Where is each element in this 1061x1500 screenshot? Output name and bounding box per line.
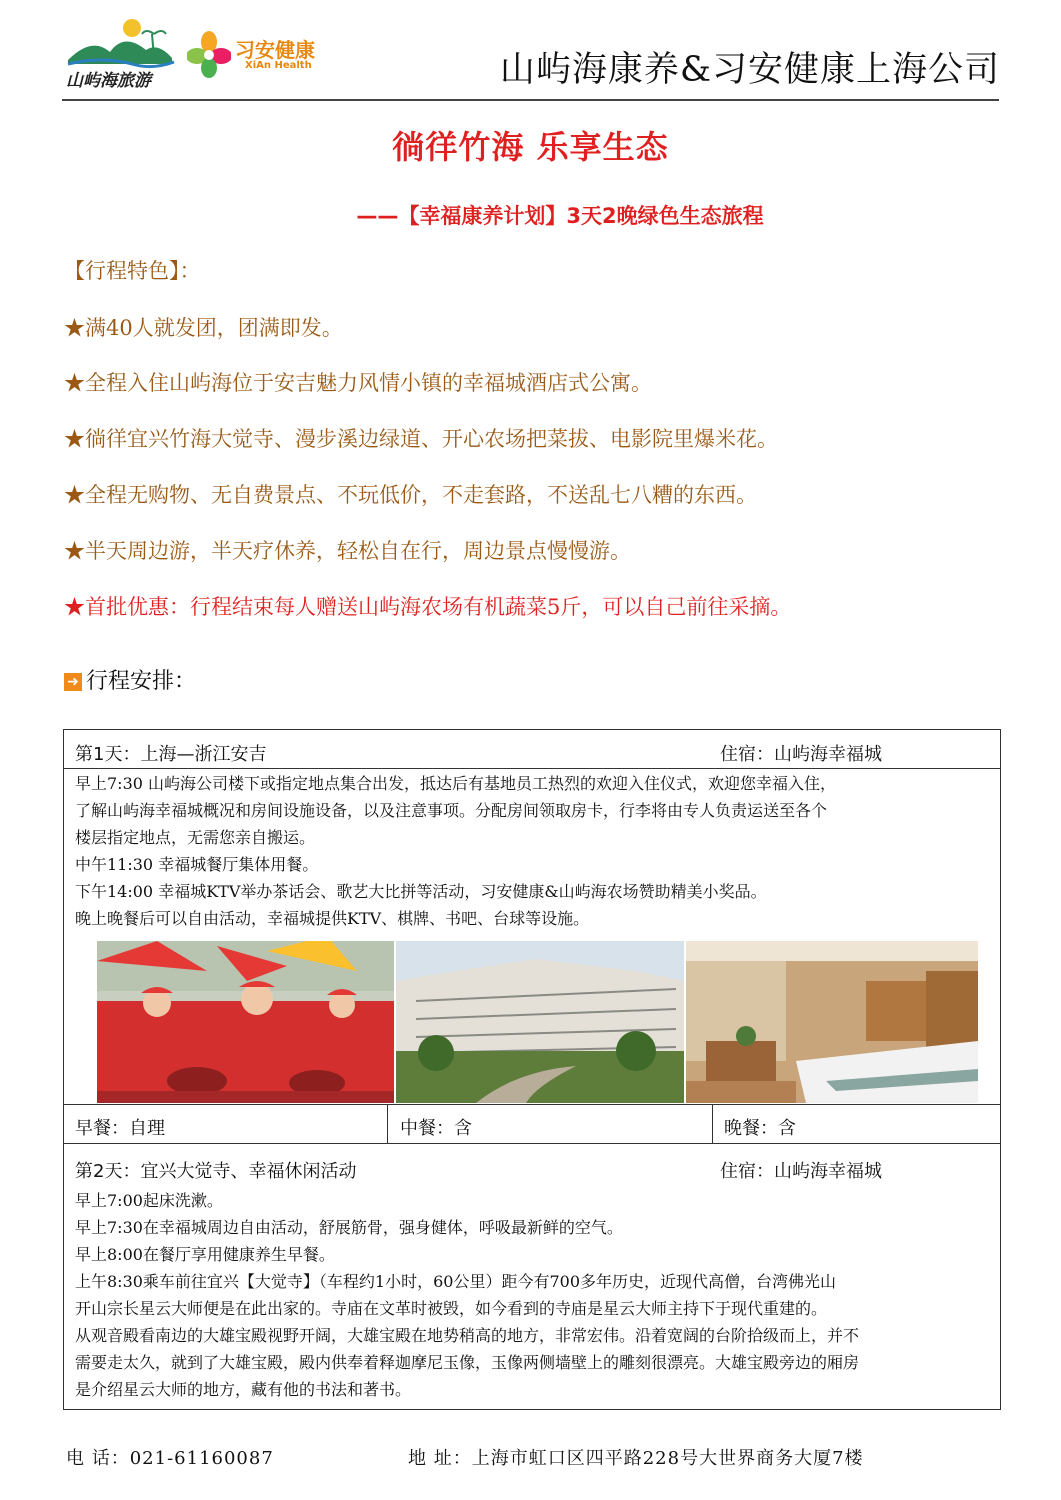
shanyuhai-travel-logo (62, 14, 182, 91)
day2-line: 上午8:30乘车前往宜兴【大觉寺】（车程约1小时，60公里）距今有700多年历史，近现代高僧，台湾佛光山 (75, 1272, 837, 1291)
day1-text (75, 770, 995, 932)
arrow-right-icon: ➜ (64, 673, 82, 691)
day1-line: 晚上晚餐后可以自由活动，幸福城提供KTV、棋牌、书吧、台球等设施。 (75, 909, 590, 928)
logo1-label: 山屿海旅游 (66, 71, 151, 91)
feature-item: ★徜徉宜兴竹海大觉寺、漫步溪边绿道、开心农场把菜拔、电影院里爆米花。 (64, 427, 778, 451)
day1-line: 了解山屿海幸福城概况和房间设施设备，以及注意事项。分配房间领取房卡，行李将由专人负责运送至各个 (75, 801, 828, 820)
page-subtitle: ——【幸福康养计划】3天2晚绿色生态旅程 (356, 204, 764, 228)
day2-stay: 住宿：山屿海幸福城 (720, 1161, 882, 1182)
itinerary-table (63, 729, 1001, 1410)
day2-text (75, 1187, 995, 1403)
day2-title: 第2天：宜兴大觉寺、幸福休闲活动 (75, 1161, 357, 1182)
divider (64, 1143, 1000, 1144)
logo2-sublabel: XiAn Health (245, 60, 312, 71)
header-divider (62, 99, 999, 101)
day2-line: 早上8:00在餐厅享用健康养生早餐。 (75, 1245, 335, 1264)
schedule-heading-label: 行程安排： (86, 669, 197, 694)
day2-line: 开山宗长星云大师便是在此出家的。寺庙在文革时被毁，如今看到的寺庙是星云大师主持下于现代重建的。 (75, 1299, 828, 1318)
hotel-building-photo (396, 941, 684, 1103)
page-title: 徜徉竹海 乐享生态 (392, 128, 669, 166)
meal-breakfast: 早餐：自理 (75, 1118, 165, 1139)
company-name: 山屿海康养&习安健康上海公司 (499, 50, 1000, 90)
day2-line: 是介绍星云大师的地方，藏有他的书法和著书。 (75, 1380, 412, 1399)
xian-health-logo (187, 30, 327, 80)
meal-dinner: 晚餐：含 (724, 1118, 796, 1139)
hotel-room-photo (686, 941, 978, 1103)
day2-line: 早上7:00起床洗漱。 (75, 1191, 223, 1210)
feature-item: ★满40人就发团，团满即发。 (64, 316, 343, 340)
feature-item: ★全程入住山屿海位于安吉魅力风情小镇的幸福城酒店式公寓。 (64, 371, 652, 395)
logo2-label: 习安健康 (235, 38, 315, 62)
feature-item: ★全程无购物、无自费景点、不玩低价，不走套路，不送乱七八糟的东西。 (64, 483, 757, 507)
day1-line: 楼层指定地点，无需您亲自搬运。 (75, 828, 316, 847)
divider (712, 1104, 713, 1143)
day1-line: 下午14:00 幸福城KTV举办茶话会、歌艺大比拼等活动，习安健康&山屿海农场赞助精美小奖品。 (75, 882, 767, 901)
day2-line: 需要走太久，就到了大雄宝殿，殿内供奉着释迦摩尼玉像，玉像两侧墙壁上的雕刻很漂亮。大雄宝殿旁边的厢房 (75, 1353, 860, 1372)
day1-line: 早上7:30 山屿海公司楼下或指定地点集合出发，抵达后有基地员工热烈的欢迎入住仪式，欢迎您幸福入住， (75, 774, 837, 793)
day1-stay: 住宿：山屿海幸福城 (720, 744, 882, 765)
feature-item: ★半天周边游，半天疗休养，轻松自在行，周边景点慢慢游。 (64, 539, 631, 563)
divider (64, 768, 1000, 769)
meal-lunch: 中餐：含 (400, 1118, 472, 1139)
drum-dance-photo (97, 941, 394, 1103)
schedule-heading (64, 664, 196, 695)
footer-phone: 电 话：021-61160087 (66, 1448, 274, 1469)
day1-title: 第1天：上海—浙江安吉 (75, 744, 267, 765)
divider (64, 1104, 1000, 1105)
day2-line: 早上7:30在幸福城周边自由活动，舒展筋骨，强身健体，呼吸最新鲜的空气。 (75, 1218, 623, 1237)
footer-address: 地 址：上海市虹口区四平路228号大世界商务大厦7楼 (408, 1448, 864, 1469)
feature-item-promo: ★首批优惠：行程结束每人赠送山屿海农场有机蔬菜5斤，可以自己前往采摘。 (64, 595, 792, 619)
features-heading: 【行程特色】： (64, 259, 201, 283)
day2-line: 从观音殿看南边的大雄宝殿视野开阔，大雄宝殿在地势稍高的地方，非常宏伟。沿着宽阔的台阶拾级而上，并不 (75, 1326, 860, 1345)
day1-line: 中午11:30 幸福城餐厅集体用餐。 (75, 855, 319, 874)
divider (387, 1104, 388, 1143)
